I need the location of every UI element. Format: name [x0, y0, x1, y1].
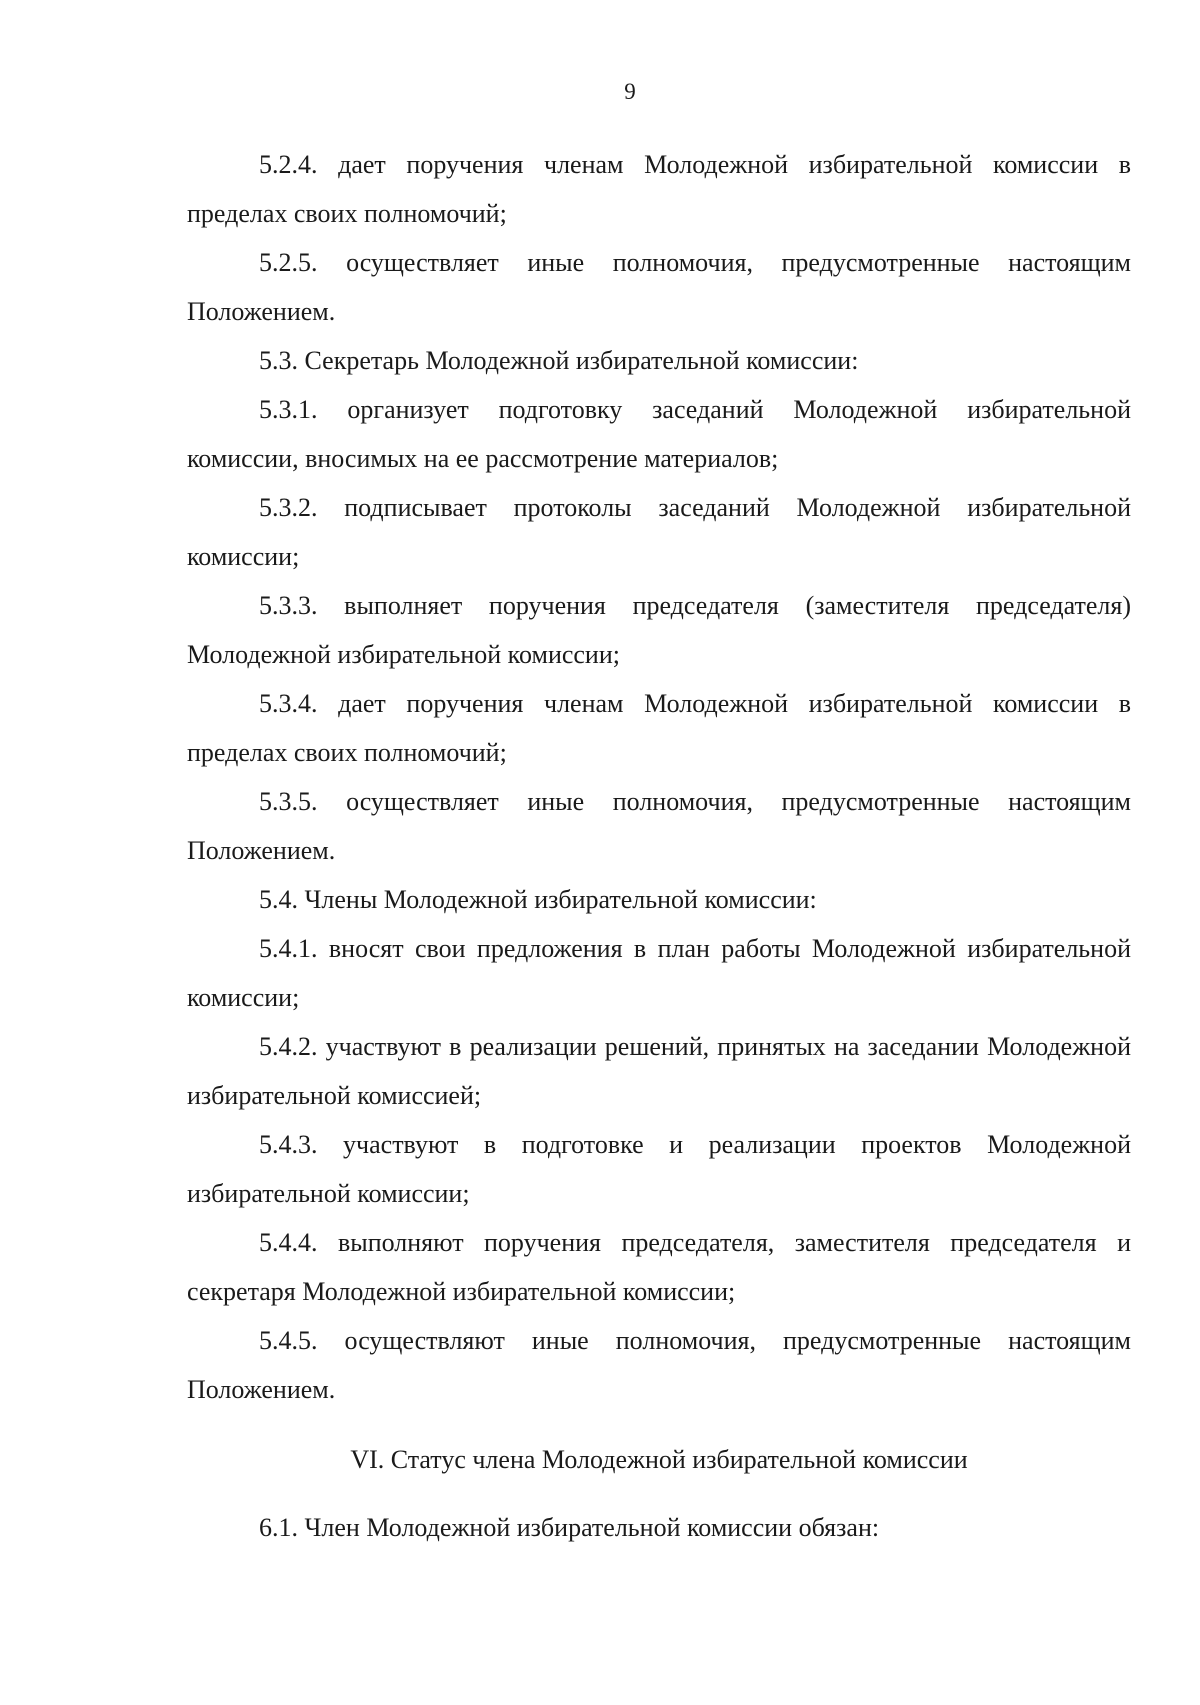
document-body — [187, 140, 1131, 1414]
paragraph-5-4-5: 5.4.5. осуществляют иные полномочия, предусмотренные настоящим Положением. — [187, 1326, 1131, 1404]
paragraph-5-4-3: 5.4.3. участвуют в подготовке и реализации проектов Молодежной избирательной комиссии; — [187, 1130, 1131, 1208]
paragraph-5-3-1: 5.3.1. организует подготовку заседаний Молодежной избирательной комиссии, вносимых на ее рассмотрение материалов; — [187, 395, 1131, 473]
paragraph-5-4-1: 5.4.1. вносят свои предложения в план работы Молодежной избирательной комиссии; — [187, 934, 1131, 1012]
paragraph-5-2-5: 5.2.5. осуществляет иные полномочия, предусмотренные настоящим Положением. — [187, 248, 1131, 326]
paragraph-5-3-5: 5.3.5. осуществляет иные полномочия, предусмотренные настоящим Положением. — [187, 787, 1131, 865]
paragraph-5-3: 5.3. Секретарь Молодежной избирательной комиссии: — [259, 346, 859, 375]
paragraph-5-3-4: 5.3.4. дает поручения членам Молодежной избирательной комиссии в пределах своих полномочий; — [187, 689, 1131, 767]
paragraph-5-4: 5.4. Члены Молодежной избирательной комиссии: — [259, 885, 817, 914]
paragraph-5-4-4: 5.4.4. выполняют поручения председателя, заместителя председателя и секретаря Молодежной избирательной комиссии; — [187, 1228, 1131, 1306]
paragraph-5-2-4: 5.2.4. дает поручения членам Молодежной избирательной комиссии в пределах своих полномочий; — [187, 150, 1131, 228]
paragraph-5-3-2: 5.3.2. подписывает протоколы заседаний Молодежной избирательной комиссии; — [187, 493, 1131, 571]
section-heading: VI. Статус члена Молодежной избирательной комиссии — [350, 1445, 968, 1474]
paragraph-6-1: 6.1. Член Молодежной избирательной комиссии обязан: — [259, 1513, 880, 1542]
page-number: 9 — [624, 79, 636, 104]
paragraph-5-4-2: 5.4.2. участвуют в реализации решений, принятых на заседании Молодежной избирательной комиссией; — [187, 1032, 1131, 1110]
paragraph-5-3-3: 5.3.3. выполняет поручения председателя (заместителя председателя) Молодежной избирательной комиссии; — [187, 591, 1131, 669]
